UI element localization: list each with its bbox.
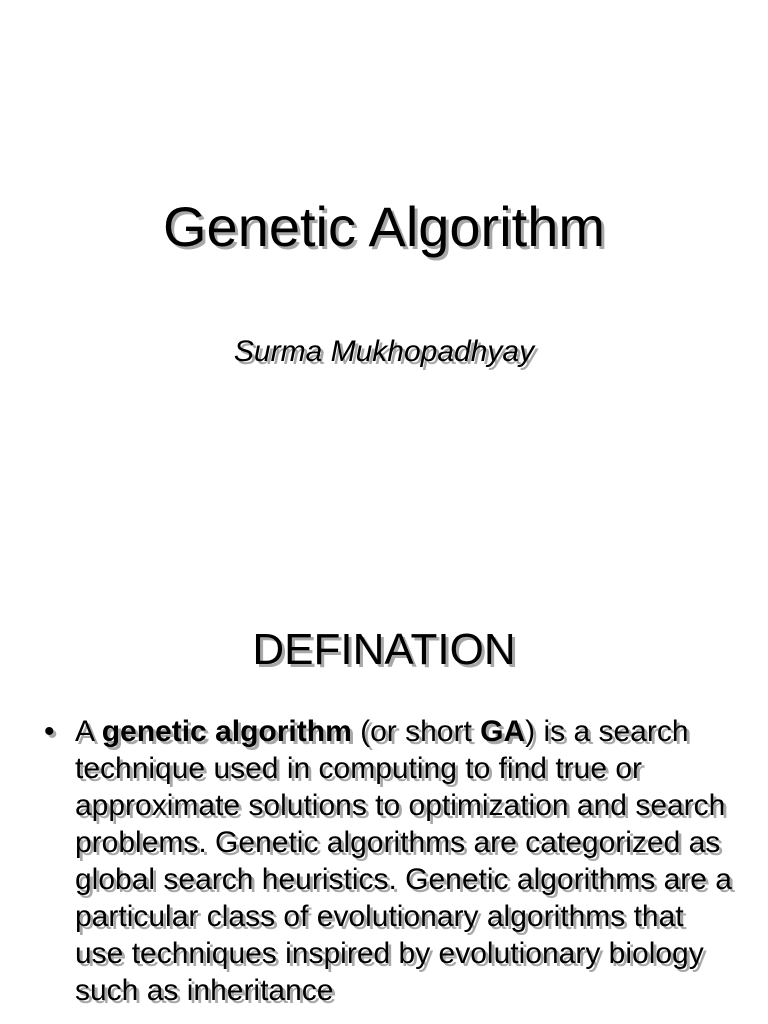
bullet-term-ga: GA xyxy=(480,715,526,748)
bullet-text-3: ) is a search technique used in computing to find true or approximate solutions to optimization and search problems. Genetic algorithms are categorized as global search heuristics. Genetic algorithms are a particular class of evolutionary algorithms that use techniques inspired by evolutionary biology such as inheritance xyxy=(75,715,732,1007)
bullet-dot-icon: • xyxy=(44,715,55,748)
bullet-list xyxy=(44,713,734,1009)
slide-author: Surma Mukhopadhyay xyxy=(233,335,535,368)
bullet-text-2: (or short xyxy=(351,715,481,748)
bullet-text-1: A xyxy=(75,715,102,748)
bullet-item xyxy=(44,713,734,1009)
slide-title: Genetic Algorithm xyxy=(163,195,605,258)
definition-slide xyxy=(0,576,768,1024)
slide-heading: DEFINATION xyxy=(252,625,516,674)
bullet-term-genetic-algorithm: genetic algorithm xyxy=(101,715,352,748)
